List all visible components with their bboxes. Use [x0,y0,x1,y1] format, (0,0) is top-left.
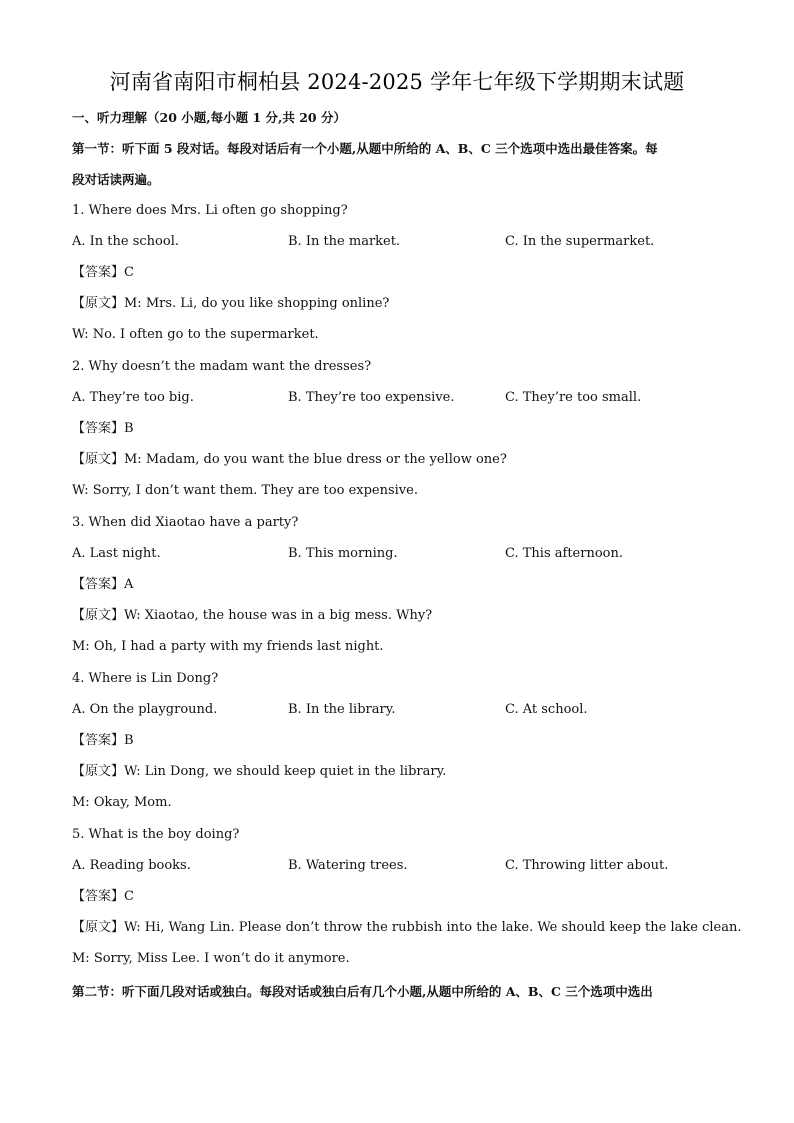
option-a: A. Last night. [72,546,161,561]
question-1: 1. Where does Mrs. Li often go shopping? [72,203,348,218]
option-c: C. At school. [505,702,588,717]
option-b: B. In the market. [288,234,401,249]
option-c: C. Throwing litter about. [505,858,669,873]
section-heading: 一、听力理解（20 小题,每小题 1 分,共 20 分） [72,110,346,125]
part1-instruction-cont: 段对话读两遍。 [72,172,160,187]
option-b: B. This morning. [288,546,398,561]
page-title: 河南省南阳市桐柏县 2024-2025 学年七年级下学期期末试题 [109,70,685,94]
option-a: A. Reading books. [72,858,191,873]
transcript-2-line1: 【原文】M: Madam, do you want the blue dress or the yellow one? [72,452,507,467]
part2-instruction: 第二节：听下面几段对话或独白。每段对话或独白后有几个小题,从题中所给的 A、B、C 三个选项中选出 [72,984,653,999]
transcript-1-line2: W: No. I often go to the supermarket. [72,327,319,342]
part1-instruction: 第一节：听下面 5 段对话。每段对话后有一个小题,从题中所给的 A、B、C 三个选项中选出最佳答案。每 [72,141,658,156]
options-1 [72,233,732,251]
transcript-2-line2: W: Sorry, I don’t want them. They are too expensive. [72,483,418,498]
transcript-4-line2: M: Okay, Mom. [72,795,172,810]
transcript-3-line1: 【原文】W: Xiaotao, the house was in a big mess. Why? [72,608,433,623]
option-a: A. They’re too big. [72,390,194,405]
transcript-1-line1: 【原文】M: Mrs. Li, do you like shopping online? [72,296,390,311]
options-4 [72,701,732,719]
transcript-3-line2: M: Oh, I had a party with my friends last night. [72,639,384,654]
option-b: B. Watering trees. [288,858,408,873]
option-b: B. In the library. [288,702,396,717]
question-4: 4. Where is Lin Dong? [72,671,219,686]
answer-4: 【答案】B [72,733,134,748]
transcript-4-line1: 【原文】W: Lin Dong, we should keep quiet in the library. [72,764,447,779]
transcript-5-line1: 【原文】W: Hi, Wang Lin. Please don’t throw the rubbish into the lake. We should keep the lake clean. [72,920,742,935]
answer-3: 【答案】A [72,577,134,592]
answer-1: 【答案】C [72,265,134,280]
answer-5: 【答案】C [72,889,134,904]
option-b: B. They’re too expensive. [288,390,455,405]
options-2 [72,389,732,407]
option-a: A. On the playground. [72,702,218,717]
option-c: C. In the supermarket. [505,234,655,249]
option-c: C. This afternoon. [505,546,623,561]
answer-2: 【答案】B [72,421,134,436]
transcript-5-line2: M: Sorry, Miss Lee. I won’t do it anymore. [72,951,350,966]
question-3: 3. When did Xiaotao have a party? [72,515,299,530]
question-5: 5. What is the boy doing? [72,827,240,842]
option-c: C. They’re too small. [505,390,642,405]
option-a: A. In the school. [72,234,179,249]
options-5 [72,857,732,875]
question-2: 2. Why doesn’t the madam want the dresses? [72,359,372,374]
options-3 [72,545,732,563]
